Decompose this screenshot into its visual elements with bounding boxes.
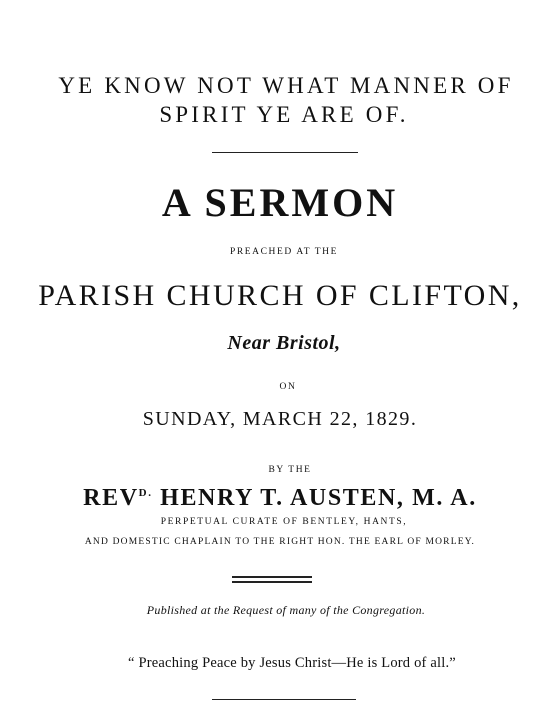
- preached-at-label: PREACHED AT THE: [229, 247, 339, 257]
- location-line: Near Bristol,: [227, 332, 341, 354]
- double-divider-rule: [232, 576, 312, 583]
- author-position-line-1: PERPETUAL CURATE OF BENTLEY, HANTS,: [160, 517, 408, 527]
- author-prefix-superscript: D.: [138, 487, 153, 499]
- author-position-line-2: AND DOMESTIC CHAPLAIN TO THE RIGHT HON. THE EARL OF MORLEY.: [84, 537, 476, 547]
- publication-note: Published at the Request of many of the Congregation.: [146, 603, 426, 617]
- church-name: PARISH CHURCH OF CLIFTON,: [38, 279, 522, 312]
- bottom-divider-rule: [212, 699, 356, 700]
- author-prefix: REV: [83, 485, 139, 511]
- author-name: HENRY T. AUSTEN, M. A.: [160, 485, 477, 511]
- author-line: [0, 486, 560, 510]
- by-the-label: BY THE: [268, 465, 312, 475]
- on-label: ON: [279, 382, 297, 392]
- sermon-heading: A SERMON: [161, 180, 399, 225]
- sermon-title-line-2: SPIRIT YE ARE OF.: [159, 102, 409, 127]
- sermon-title-line-1: YE KNOW NOT WHAT MANNER OF: [58, 73, 514, 98]
- divider-rule: [212, 152, 358, 153]
- sermon-date: SUNDAY, MARCH 22, 1829.: [142, 408, 418, 430]
- epigraph: “ Preaching Peace by Jesus Christ—He is Lord of all.”: [128, 655, 456, 671]
